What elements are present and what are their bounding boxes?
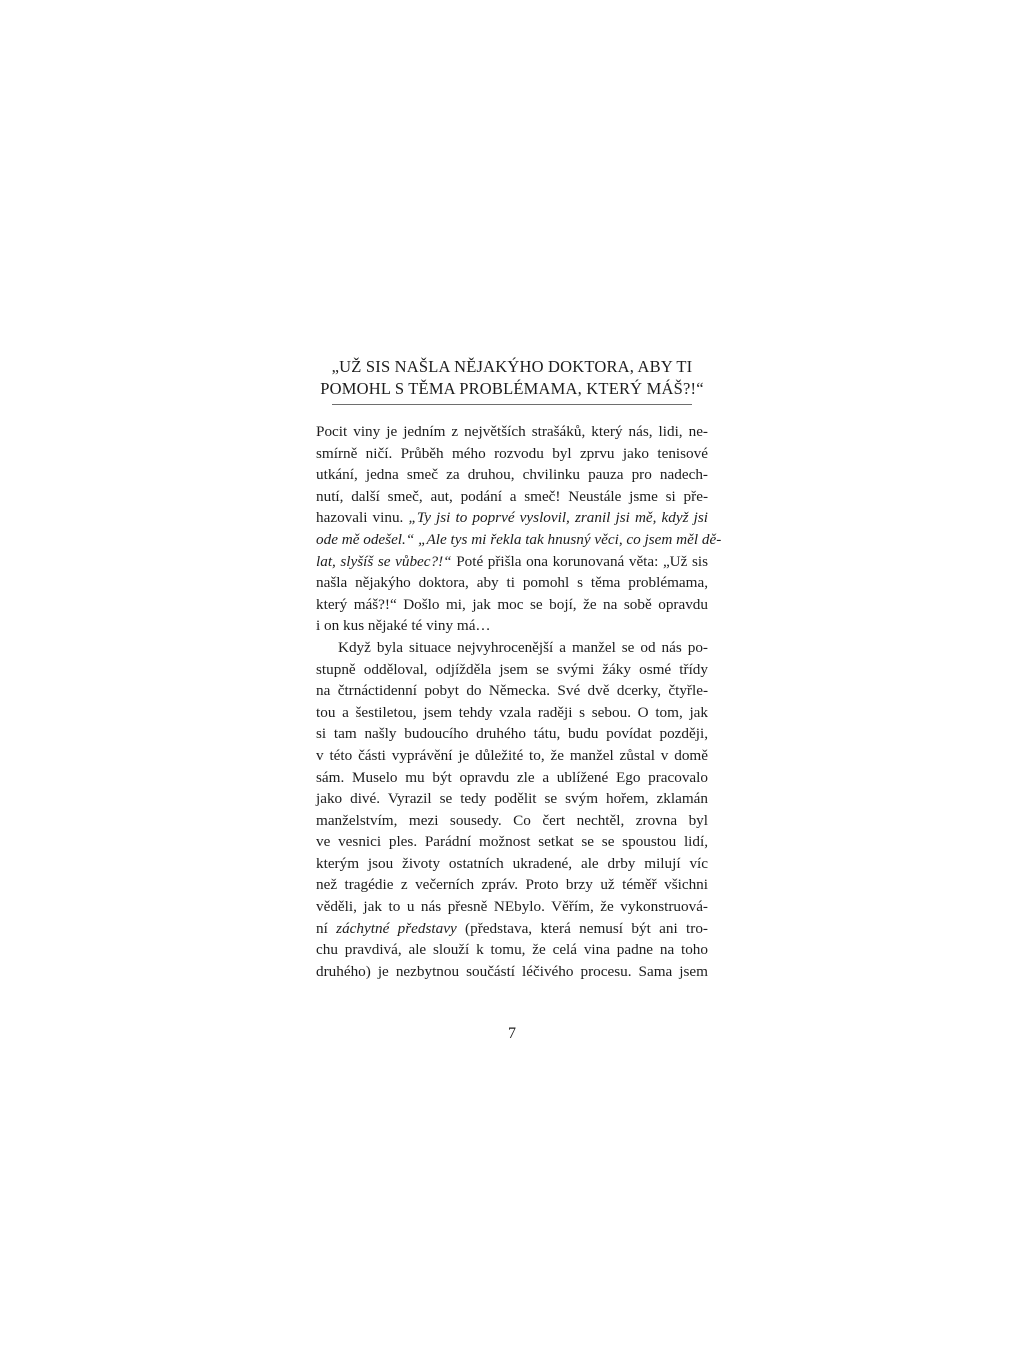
- paragraph-2: [316, 637, 708, 983]
- text-line: ve vesnici ples. Parádní možnost setkat se se spoustou lidí,: [316, 833, 708, 851]
- text-line: [316, 551, 708, 573]
- text-line: stupně odděloval, odjížděla jsem se svými žáky osmé třídy: [316, 660, 708, 678]
- text-line: si tam našly budoucího druhého tátu, budu povídat později,: [316, 725, 708, 743]
- text-line: našla nějakýho doktora, aby ti pomohl s těma problémama,: [316, 574, 708, 592]
- page-number: 7: [508, 1025, 516, 1042]
- quote-italic: „Ty jsi to poprvé vyslovil, zranil jsi mě, když jsi: [408, 509, 708, 527]
- text-line: na čtrnáctidenní pobyt do Německa. Své dvě dcerky, čtyřle-: [316, 682, 708, 700]
- text-run: (představa, která nemusí být ani tro-: [456, 919, 708, 937]
- text-line: i on kus nějaké té viny má…: [316, 617, 491, 635]
- text-line: utkání, jedna smeč za druhou, chvilinku pauza pro nadech-: [316, 466, 708, 484]
- chapter-title-line-2: POMOHL S TĚMA PROBLÉMAMA, KTERÝ MÁŠ?!“: [320, 379, 704, 398]
- text-line: který máš?!“ Došlo mi, jak moc se bojí, že na sobě opravdu: [316, 595, 708, 613]
- chapter-title-line-1: „UŽ SIS NAŠLA NĚJAKÝHO DOKTORA, ABY TI: [331, 357, 693, 376]
- text-line: sám. Muselo mu být opravdu zle a ublížené Ego pracovalo: [316, 768, 708, 786]
- text-line: druhého) je nezbytnou součástí léčivého procesu. Sama jsem: [316, 962, 708, 980]
- text-line: chu pravdivá, ale slouží k tomu, že celá vina padne na toho: [316, 941, 708, 959]
- title-underline-rule: [332, 404, 692, 405]
- quote-italic-line: ode mě odešel.“ „Ale tys mi řekla tak hnusný věci, co jsem měl dě-: [316, 530, 722, 548]
- text-line: věděli, jak to u nás přesně NEbylo. Věřím, že vykonstruová-: [316, 898, 708, 916]
- text-line: než tragédie z večerních zpráv. Proto brzy už téměř všichni: [316, 876, 708, 894]
- text-line: v této části vyprávění je důležité to, že manžel zůstal v domě: [316, 746, 708, 764]
- emphasis-italic: záchytné představy: [336, 919, 457, 937]
- text-line: nutí, další smeč, aut, podání a smeč! Neustále jsme si pře-: [316, 487, 708, 505]
- text-line: Pocit viny je jedním z největších strašáků, který nás, lidi, ne-: [316, 423, 708, 440]
- text-run: hazovali vinu.: [316, 509, 409, 527]
- text-line: tou a šestiletou, jsem tehdy vzala raději s sebou. O tom, jak: [316, 703, 708, 721]
- text-line: [316, 507, 708, 529]
- text-line: [316, 918, 708, 940]
- text-run: Poté přišla ona korunovaná věta: „Už sis: [451, 552, 708, 570]
- text-line: jako divé. Vyrazil se tedy podělit se svým hořem, zklamán: [316, 790, 708, 808]
- text-line: kterým jsou životy ostatních ukradené, ale drby milují víc: [316, 854, 708, 872]
- quote-italic: lat, slyšíš se vůbec?!“: [316, 552, 452, 570]
- text-run: ní: [316, 919, 337, 937]
- text-line: Když byla situace nejvyhrocenější a manžel se od nás po-: [338, 638, 708, 656]
- text-line: smírně ničí. Průběh mého rozvodu byl zprvu jako tenisové: [316, 444, 708, 462]
- chapter-title: [316, 356, 708, 400]
- paragraph-1: [316, 421, 722, 637]
- text-line: manželstvím, mezi sousedy. Co čert nechtěl, zrovna byl: [316, 811, 708, 829]
- body-text: [316, 421, 722, 982]
